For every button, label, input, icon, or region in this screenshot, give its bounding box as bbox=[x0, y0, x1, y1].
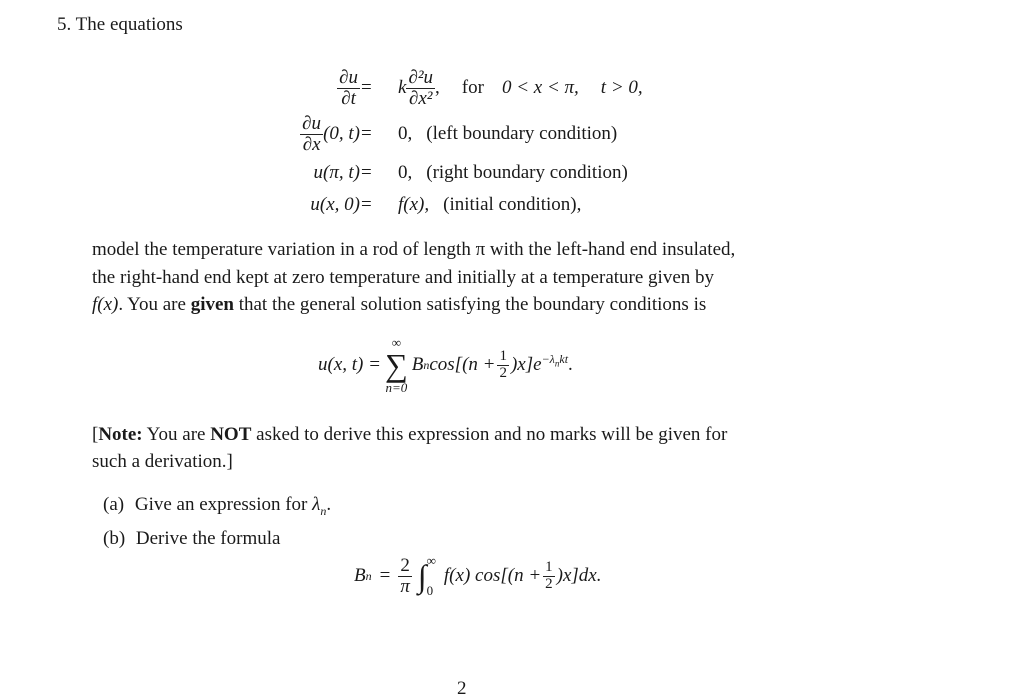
frac-num: ∂²u bbox=[408, 66, 434, 88]
frac-den: π bbox=[400, 575, 410, 597]
paragraph-line bbox=[92, 294, 706, 316]
question-heading bbox=[57, 14, 183, 36]
bn-sub: n bbox=[365, 568, 372, 583]
bold-text: NOT bbox=[210, 424, 252, 445]
cond-label: for bbox=[461, 77, 484, 98]
part-b bbox=[103, 528, 280, 550]
part-a bbox=[103, 494, 331, 519]
int-upper: ∞ bbox=[426, 553, 436, 568]
frac-num: 1 bbox=[545, 558, 553, 575]
solution-lhs: u(x, t) = bbox=[318, 354, 381, 375]
integral-symbol: ∫ bbox=[417, 558, 427, 594]
exp-tail: kt bbox=[559, 352, 569, 366]
cond-time: t > 0, bbox=[600, 77, 643, 98]
bn: B bbox=[354, 565, 366, 586]
equals-sign: = bbox=[379, 565, 391, 586]
math-fx: f(x) bbox=[92, 294, 119, 315]
equation-left-bc bbox=[0, 114, 1024, 154]
eq-rhs: 0, bbox=[398, 123, 413, 144]
equation-pde bbox=[0, 68, 1024, 108]
summation bbox=[385, 336, 408, 394]
part-label: (a) bbox=[103, 494, 125, 515]
part-text: Give an expression for bbox=[134, 494, 313, 515]
cos-part: cos[(n + bbox=[429, 354, 496, 375]
cos-tail: )x]e bbox=[510, 354, 542, 375]
lambda-sub: n bbox=[320, 503, 327, 518]
frac-num: ∂u bbox=[302, 112, 322, 134]
exp: −λ bbox=[541, 352, 555, 366]
general-solution bbox=[318, 336, 573, 394]
bn-formula bbox=[354, 553, 602, 599]
eq-note: (initial condition), bbox=[443, 194, 582, 215]
eq-lhs bbox=[300, 114, 360, 155]
eq-rhs: f(x), bbox=[398, 194, 430, 215]
eq-rhs: 0, bbox=[398, 162, 413, 183]
equals-sign: = bbox=[361, 123, 372, 144]
eq-note: (left boundary condition) bbox=[426, 123, 618, 144]
eq-note: (right boundary condition) bbox=[426, 162, 628, 183]
eq-lhs: u(x, 0) bbox=[310, 194, 360, 215]
text: asked to derive this expression and no marks will be given for bbox=[251, 424, 728, 445]
eq-lhs: u(π, t) bbox=[313, 162, 360, 183]
coef: B bbox=[411, 354, 424, 375]
eq-rhs bbox=[398, 68, 643, 109]
int-lower: 0 bbox=[426, 583, 434, 598]
equation-initial bbox=[0, 185, 1024, 225]
integrand: f(x) cos[(n + bbox=[443, 565, 542, 586]
note-label: Note: bbox=[98, 424, 143, 445]
frac-den: ∂x² bbox=[408, 87, 433, 109]
comma: , bbox=[435, 77, 440, 98]
lambda: λ bbox=[312, 494, 321, 515]
bracket: [ bbox=[92, 424, 99, 445]
frac-den: 2 bbox=[499, 364, 507, 381]
frac-num: ∂u bbox=[339, 66, 358, 88]
question-number: 5. bbox=[57, 14, 72, 35]
cond-range: 0 < x < π, bbox=[501, 77, 579, 98]
integrand-tail: )x]dx. bbox=[556, 565, 602, 586]
period: . bbox=[568, 354, 573, 375]
args: (0, t) bbox=[323, 123, 360, 144]
coef-sub: n bbox=[423, 357, 430, 372]
period: . bbox=[326, 494, 332, 515]
text: You are bbox=[142, 424, 211, 445]
frac-den: ∂t bbox=[341, 87, 356, 109]
text: . You are bbox=[118, 294, 191, 315]
page-number: 2 bbox=[457, 678, 467, 699]
equals-sign: = bbox=[361, 162, 372, 183]
part-text: Derive the formula bbox=[135, 528, 281, 549]
k: k bbox=[398, 77, 407, 98]
frac-den: ∂x bbox=[302, 133, 321, 155]
eq-lhs bbox=[337, 68, 360, 109]
frac-den: 2 bbox=[545, 575, 553, 592]
equals-sign: = bbox=[361, 194, 372, 215]
paragraph-line: the right-hand end kept at zero temperature and initially at a temperature given by bbox=[92, 267, 714, 288]
paragraph-line: model the temperature variation in a rod of length π with the left-hand end insulated, bbox=[92, 239, 736, 260]
bold-text: given bbox=[190, 294, 234, 315]
note-line: such a derivation.] bbox=[92, 451, 233, 472]
sum-upper: ∞ bbox=[391, 335, 401, 350]
note-line bbox=[92, 424, 727, 446]
text: that the general solution satisfying the boundary conditions is bbox=[233, 294, 707, 315]
equals-sign: = bbox=[361, 77, 372, 98]
sum-lower: n=0 bbox=[385, 380, 408, 395]
part-label: (b) bbox=[103, 528, 126, 549]
sum-symbol: ∑ bbox=[384, 347, 408, 383]
frac-num: 1 bbox=[499, 347, 507, 364]
exp-sub: n bbox=[554, 358, 560, 369]
question-intro: The equations bbox=[75, 14, 183, 35]
frac-num: 2 bbox=[400, 554, 410, 576]
